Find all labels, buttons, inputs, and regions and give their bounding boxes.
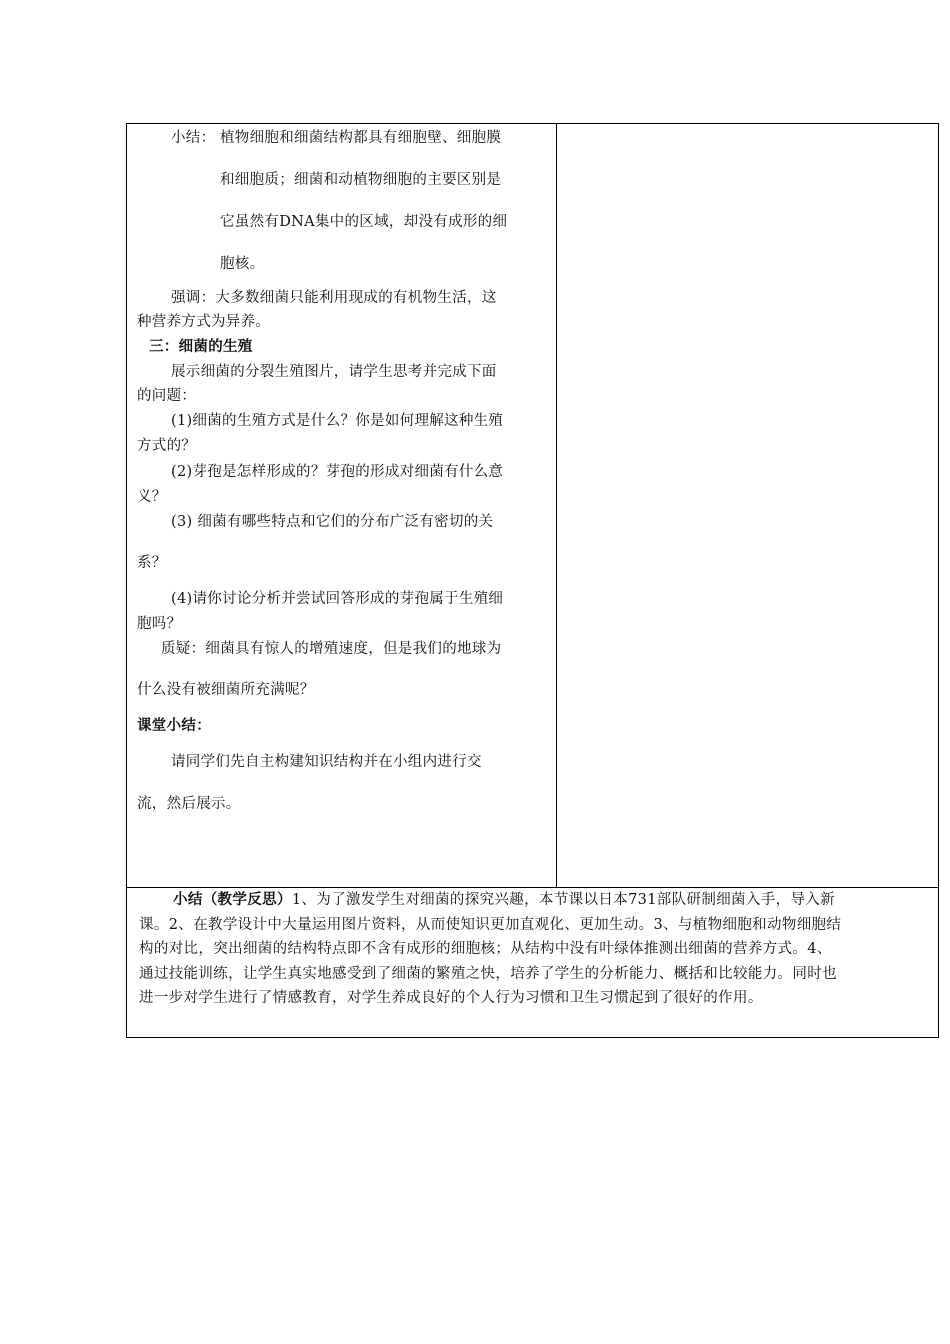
question-1: (1)细菌的生殖方式是什么？你是如何理解这种生殖 [171,413,504,429]
question-4: (4)请你讨论分析并尝试回答形成的芽孢属于生殖细 [171,591,504,607]
doubt-line: 什么没有被细菌所充满呢？ [137,682,315,698]
intro-line: 展示细菌的分裂生殖图片，请学生思考并完成下面 [171,364,497,380]
lesson-table [126,123,939,1038]
class-summary-line: 请同学们先自主构建知识结构并在小组内进行交 [171,754,482,770]
reflection-row [127,888,938,1037]
class-summary-heading: 课堂小结： [137,717,211,734]
question-2: (2)芽孢是怎样形成的？芽孢的形成对细菌有什么意 [171,464,504,480]
section-heading: 三：细菌的生殖 [149,338,253,355]
reflection-line: 课。2、在教学设计中大量运用图片资料，从而使知识更加直观化、更加生动。3、与植物细胞和动物细胞结 [139,916,842,933]
reflection-line: 通过技能训练，让学生真实地感受到了细菌的繁殖之快，培养了学生的分析能力、概括和比较能力。同时也 [139,965,837,982]
content-row [127,124,938,888]
question-1: 方式的？ [137,438,197,454]
teaching-content-cell [127,124,557,887]
reflection-heading: 小结（教学反思） [173,891,292,908]
summary-line: 植物细胞和细菌结构都具有细胞壁、细胞膜 [220,130,502,146]
class-summary-line: 流，然后展示。 [137,796,241,812]
question-2: 义？ [137,489,167,505]
summary-line: 它虽然有DNA集中的区域，却没有成形的细 [220,214,508,230]
intro-line: 的问题： [137,388,197,404]
reflection-line: 1、为了激发学生对细菌的探究兴趣，本节课以日本731部队研制细菌入手，导入新 [291,892,836,908]
emphasis-line: 种营养方式为异养。 [137,314,271,330]
reflection-line: 构的对比，突出细菌的结构特点即不含有成形的细胞核；从结构中没有叶绿体推测出细菌的营养方式。4、 [139,941,832,957]
doubt-line: 质疑：细菌具有惊人的增殖速度，但是我们的地球为 [161,641,502,657]
reflection-line: 进一步对学生进行了情感教育，对学生养成良好的个人行为习惯和卫生习惯起到了很好的作用。 [139,990,763,1006]
summary-line: 和细胞质；细菌和动植物细胞的主要区别是 [220,172,502,188]
emphasis-line: 强调：大多数细菌只能利用现成的有机物生活，这 [171,290,497,306]
notes-cell [557,124,938,887]
question-4: 胞吗？ [137,616,182,632]
question-3: (3) 细菌有哪些特点和它们的分布广泛有密切的关 [171,514,494,530]
question-3: 系？ [137,555,167,571]
summary-line: 胞核。 [220,256,265,272]
summary-label: 小结： [171,130,216,146]
reflection-text [139,888,929,1011]
